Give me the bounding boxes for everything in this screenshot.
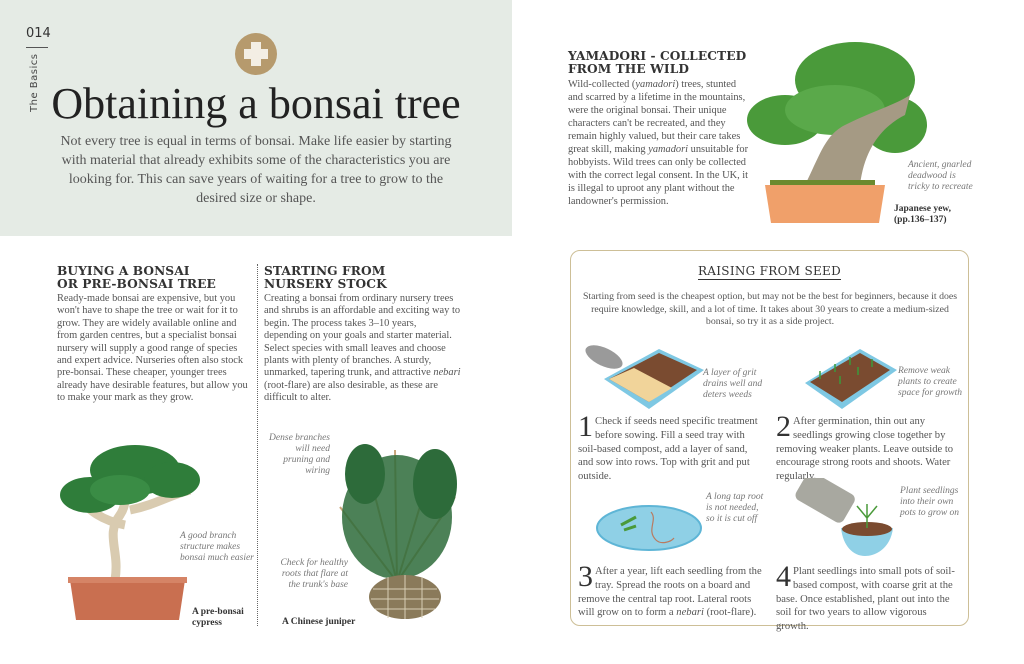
yamadori-section	[568, 50, 750, 208]
step2-note: Remove weak plants to create space for growth	[898, 366, 963, 398]
step-4: 4 Plant seedlings into small pots of soil-based compost, with coarse grit at the base. Once established, plant out into the soil for two years to allow vigorous growth.	[776, 560, 955, 633]
cypress-note: A good branch structure makes bonsai much easier	[180, 531, 254, 563]
yew-illustration	[745, 35, 930, 225]
step1-note: A layer of grit drains well and deters weeds	[703, 368, 763, 400]
nursery-heading: STARTING FROM NURSERY STOCK	[264, 264, 387, 291]
seed-title: RAISING FROM SEED	[697, 264, 842, 278]
buying-heading: BUYING A BONSAI OR PRE-BONSAI TREE	[57, 264, 216, 291]
yew-caption: Japanese yew, (pp.136–137)	[894, 204, 951, 225]
yamadori-body: Wild-collected (yamadori) trees, stunted and scarred by a lifetime in the mountains, were the original bonsai. Their unique characters can't be recreated, and they remain highly valued, but their care takes great skill, making yamadori unsuitable for hobbyists. Wild trees can only be collected with the correct legal consent. In the UK, it is illegal to uproot any plant without the landowner's permission.	[568, 79, 749, 207]
step-1: 1 Check if seeds need specific treatment before sowing. Fill a seed tray with soil-based compost, add a layer of sand, and sow into rows. Top with grit and put outside.	[578, 410, 758, 483]
nursery-body: Creating a bonsai from ordinary nursery trees and shrubs is an affordable and exciting way to begin. The process takes 3–10 years, depending on your goals and starter material. Select species with small leaves and choose plants with plenty of branches. A sturdy, unmarked, tapering trunk, and attractive nebari (root-flare) are also desirable, as these are difficult to alter.	[264, 293, 461, 404]
potting-illustration	[793, 478, 898, 560]
buying-section	[57, 265, 253, 405]
plus-icon	[235, 33, 277, 75]
root-board-illustration	[596, 500, 706, 555]
step-3: 3 After a year, lift each seedling from the tray. Spread the roots on a board and remove the central tap root. Lateral roots will grow on to form a nebari (root-flare).	[578, 560, 762, 619]
page-number: 014	[26, 26, 51, 41]
seed-tray-illustration	[584, 343, 709, 411]
cypress-caption: A pre-bonsai cypress	[192, 607, 244, 628]
column-divider	[257, 264, 258, 626]
juniper-note-roots: Check for healthy roots that flare at the trunk's base	[280, 558, 348, 590]
seedling-tray-illustration	[800, 343, 900, 411]
section-label: The Basics	[29, 53, 40, 112]
juniper-illustration	[325, 422, 470, 627]
yew-note: Ancient, gnarled deadwood is tricky to recreate	[908, 160, 973, 192]
divider	[26, 47, 48, 48]
yamadori-heading: YAMADORI - COLLECTED FROM THE WILD	[568, 49, 747, 76]
juniper-note-branches: Dense branches will need pruning and wiring	[269, 433, 330, 476]
step4-note: Plant seedlings into their own pots to grow on	[900, 486, 960, 518]
buying-body: Ready-made bonsai are expensive, but you won't have to shape the tree or wait for it to grow. They are widely available online and from garden centres, but a specialist bonsai nursery will supply a good range of species and expert advice. Nurseries often also stock pre-bonsai. These cheaper, younger trees already have desirable features, but allow you to make your mark as they grow.	[57, 293, 248, 404]
step-2: 2 After germination, thin out any seedlings growing close together by removing weaker plants. Leave outside to encourage strong roots and shoots. Water regularly.	[776, 410, 954, 483]
nursery-section	[264, 265, 462, 405]
page-intro: Not every tree is equal in terms of bonsai. Make life easier by starting with material that already exhibits some of the characteristics you are looking for. This can save years of waiting for a tree to grow to the desired size or shape.	[60, 134, 452, 206]
seed-intro: Starting from seed is the cheapest option, but may not be the best for beginners, because it does require knowledge, skill, and a lot of time. It takes about 30 years to create a medium-sized bonsai, so try it as a side project.	[582, 291, 958, 327]
page-title: Obtaining a bonsai tree	[51, 79, 461, 128]
step3-note: A long tap root is not needed, so it is cut off	[706, 492, 764, 524]
juniper-caption: A Chinese juniper	[282, 617, 356, 627]
